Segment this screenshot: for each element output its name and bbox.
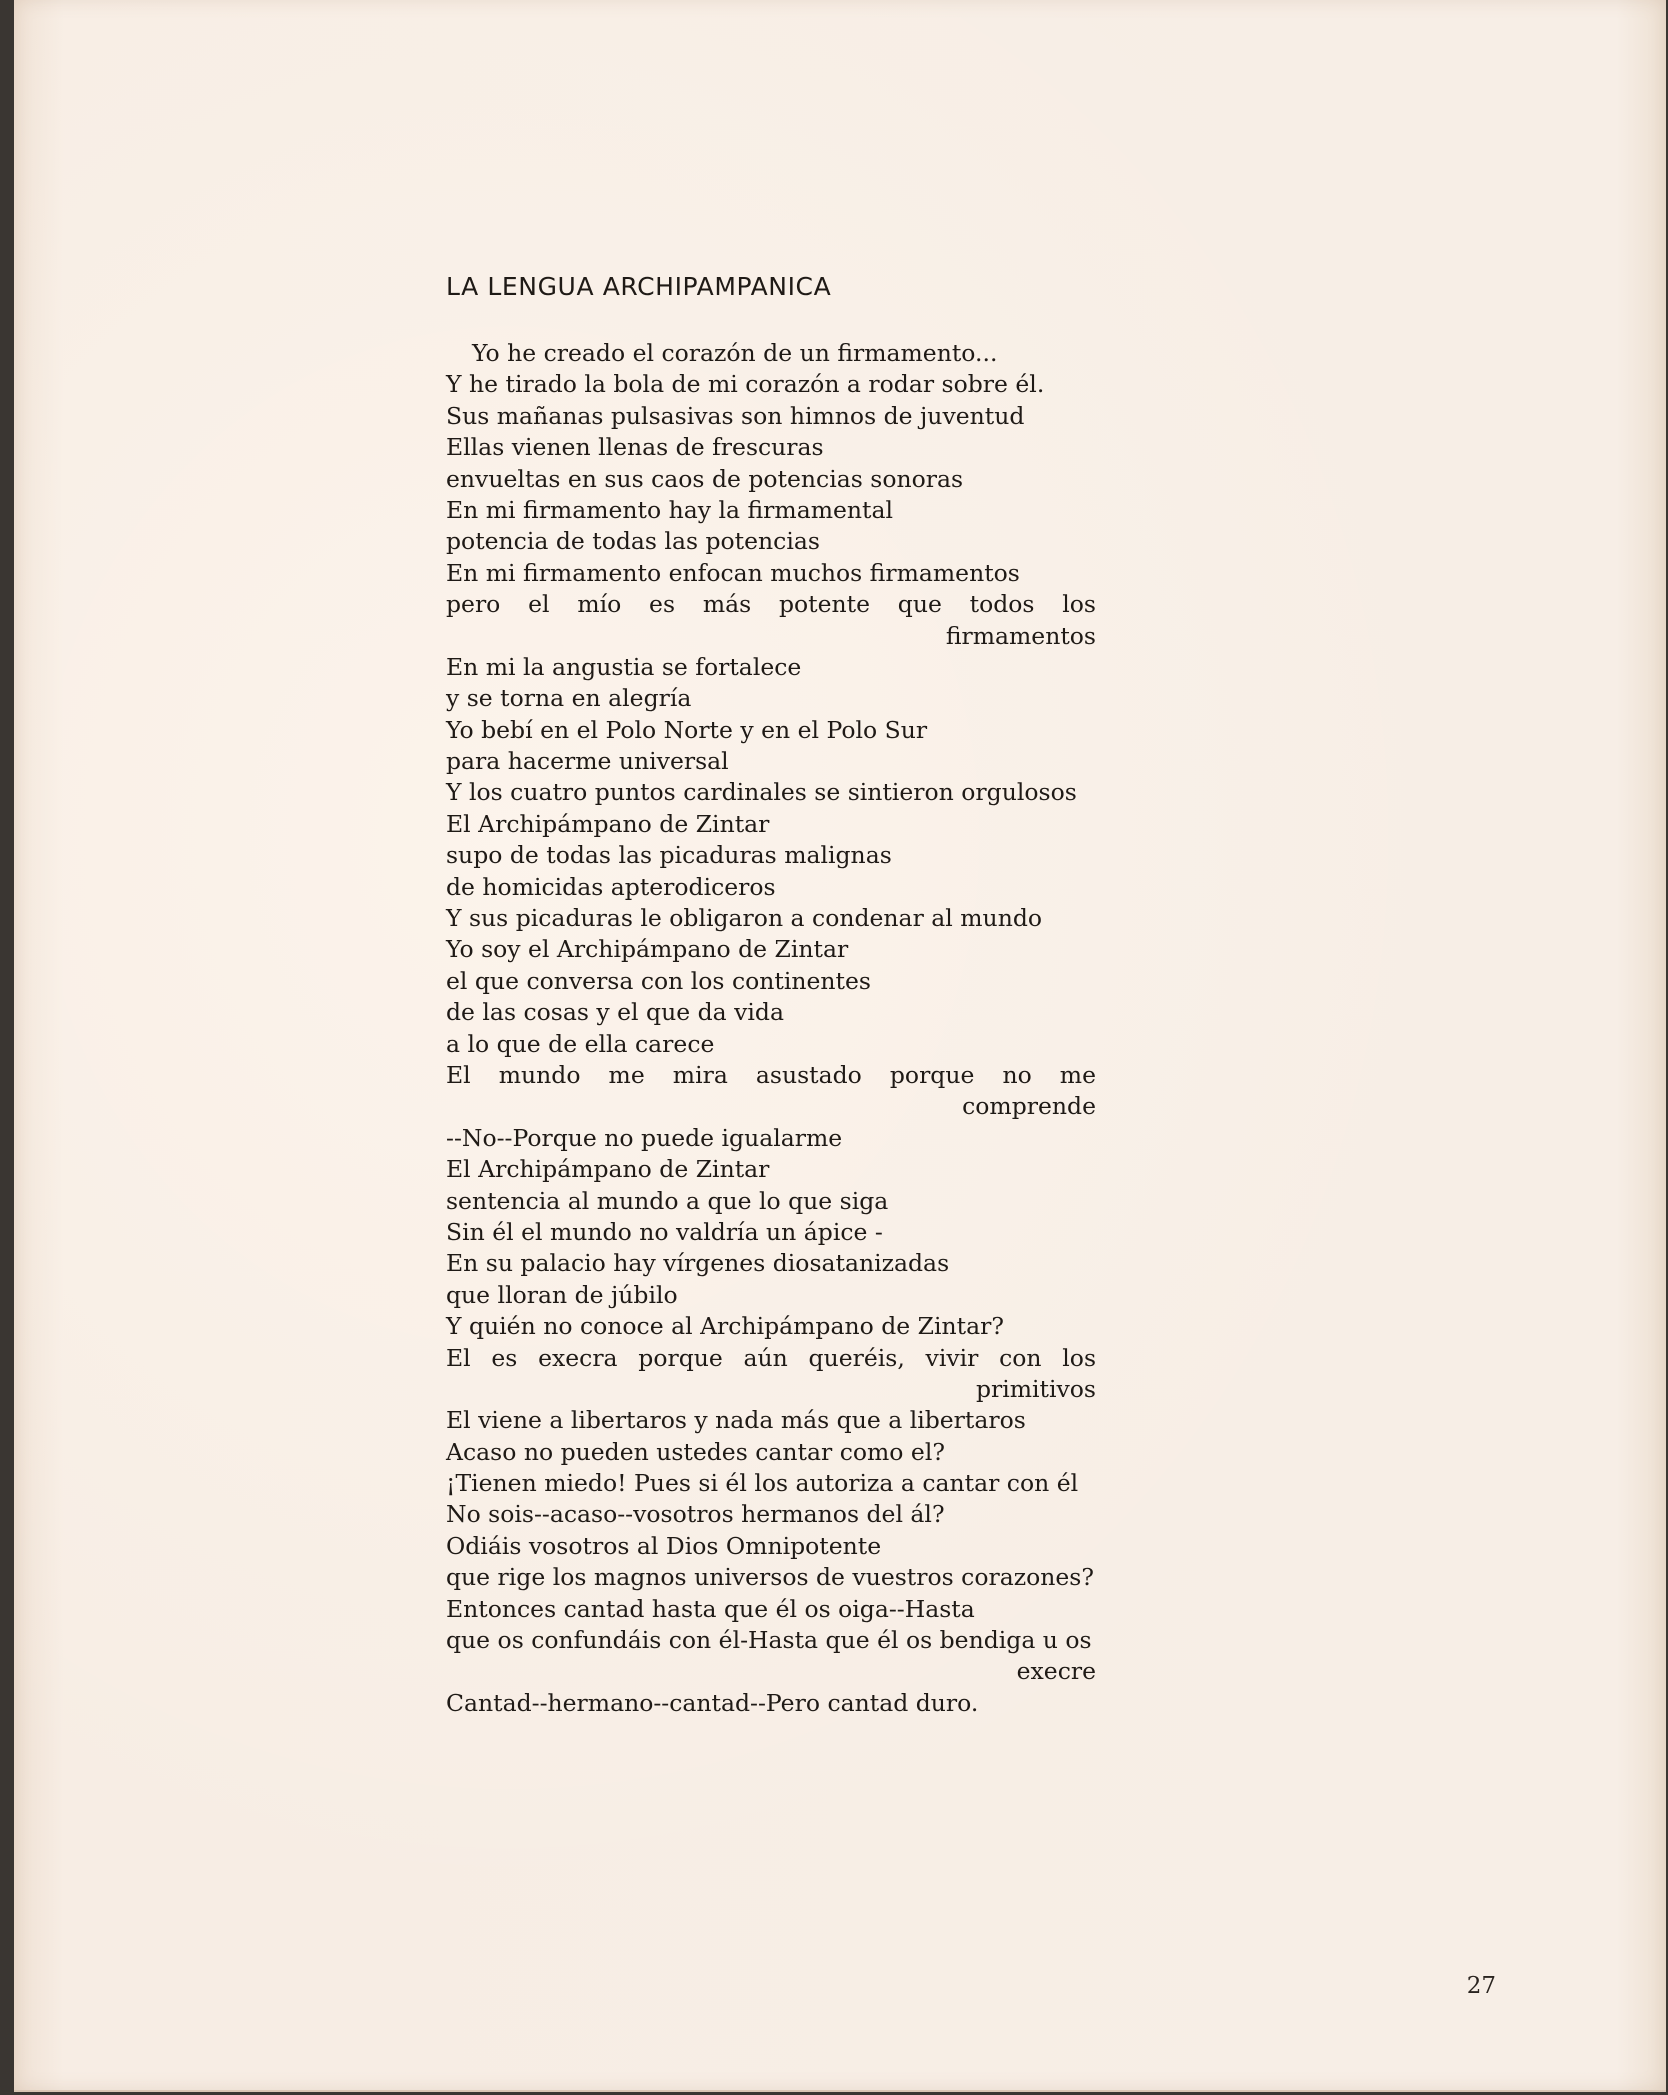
poem-line: En mi la angustia se fortalece <box>446 652 802 681</box>
poem-line: Odiáis vosotros al Dios Omnipotente <box>446 1531 882 1560</box>
poem-line: Ellas vienen llenas de frescuras <box>446 433 824 462</box>
poem-line: para hacerme universal <box>446 747 729 776</box>
poem-line: Y quién no conoce al Archipámpano de Zintar? <box>446 1312 1004 1341</box>
poem-line: Y he tirado la bola de mi corazón a rodar sobre él. <box>446 370 1045 399</box>
poem-line: el que conversa con los continentes <box>446 966 871 995</box>
poem-line: El Archipámpano de Zintar <box>446 809 770 838</box>
book-page <box>14 0 1666 2092</box>
poem-line: Acaso no pueden ustedes cantar como el? <box>446 1437 945 1466</box>
poem-line: --No--Porque no puede igualarme <box>446 1123 843 1152</box>
poem-line: que lloran de júbilo <box>446 1280 678 1309</box>
poem-line: El es execra porque aún queréis, vivir con los <box>446 1343 1096 1372</box>
poem-line: No sois--acaso--vosotros hermanos del ál? <box>446 1500 945 1529</box>
poem-line: El Archipámpano de Zintar <box>446 1155 770 1184</box>
poem-line: En mi firmamento enfocan muchos firmamentos <box>446 558 1020 587</box>
poem-line: que os confundáis con él-Hasta que él os bendiga u os <box>446 1626 1092 1655</box>
poem-line: Yo he creado el corazón de un firmamento... <box>472 339 998 367</box>
poem-line: Cantad--hermano--cantad--Pero cantad duro. <box>446 1688 979 1717</box>
poem-line: Y sus picaduras le obligaron a condenar al mundo <box>446 904 1043 933</box>
poem-line: potencia de todas las potencias <box>446 527 820 556</box>
poem-line: En su palacio hay vírgenes diosatanizadas <box>446 1249 950 1278</box>
poem-line-continuation: execre <box>1016 1657 1096 1686</box>
poem-line: sentencia al mundo a que lo que siga <box>446 1186 889 1215</box>
poem-title: LA LENGUA ARCHIPAMPANICA <box>446 272 832 301</box>
poem-line: El viene a libertaros y nada más que a libertaros <box>446 1406 1026 1435</box>
poem-line: que rige los magnos universos de vuestros corazones? <box>446 1563 1094 1592</box>
poem-line: supo de todas las picaduras malignas <box>446 841 892 870</box>
page-number: 27 <box>1466 1973 1496 1999</box>
poem-line: Sus mañanas pulsasivas son himnos de juventud <box>446 401 1025 430</box>
poem-line: ¡Tienen miedo! Pues si él los autoriza a cantar con él <box>446 1469 1079 1498</box>
poem-line-continuation: comprende <box>962 1092 1096 1121</box>
poem-line: Sin él el mundo no valdría un ápice - <box>446 1217 883 1246</box>
poem-line: pero el mío es más potente que todos los <box>446 590 1096 619</box>
poem-line: Entonces cantad hasta que él os oiga--Hasta <box>446 1594 975 1623</box>
poem-line: El mundo me mira asustado porque no me <box>446 1060 1096 1089</box>
poem-line: de las cosas y el que da vida <box>446 998 784 1027</box>
poem-line: de homicidas apterodiceros <box>446 872 776 901</box>
poem-line-continuation: firmamentos <box>945 621 1096 650</box>
poem-line: a lo que de ella carece <box>446 1029 715 1058</box>
poem-line: Yo bebí en el Polo Norte y en el Polo Sur <box>446 715 928 744</box>
poem-line: y se torna en alegría <box>446 684 692 713</box>
poem-line-continuation: primitivos <box>975 1374 1096 1403</box>
poem-line: Yo soy el Archipámpano de Zintar <box>446 935 849 964</box>
poem-line: En mi firmamento hay la firmamental <box>446 495 894 524</box>
poem-body <box>446 338 1096 1719</box>
poem-line: envueltas en sus caos de potencias sonoras <box>446 464 964 493</box>
poem-line: Y los cuatro puntos cardinales se sintieron orgulosos <box>446 778 1077 807</box>
